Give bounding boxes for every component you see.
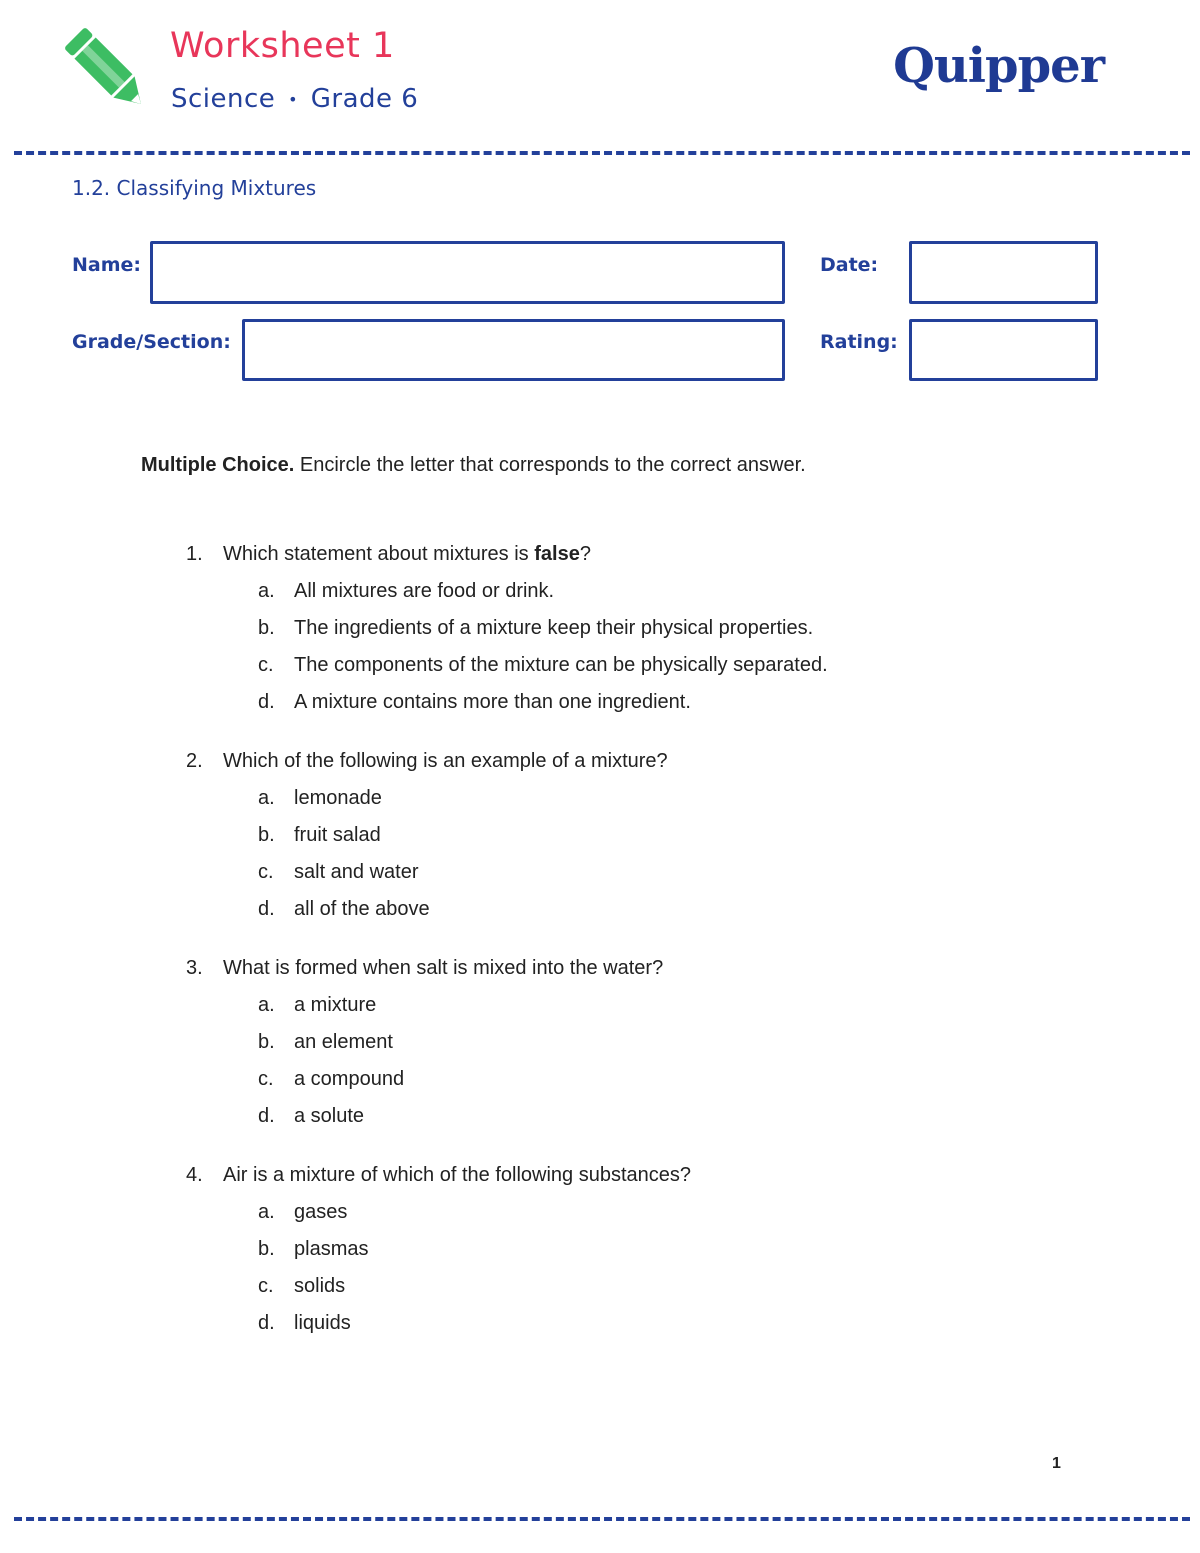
question-1 [0, 536, 1200, 721]
choice-3b[interactable] [0, 1024, 1200, 1061]
choice-letter[interactable]: d. [258, 1312, 275, 1334]
bottom-divider [14, 1517, 1190, 1521]
choice-4d[interactable] [0, 1305, 1200, 1342]
subtitle-separator: • [288, 90, 298, 109]
choice-letter[interactable]: d. [258, 1105, 275, 1127]
choice-letter[interactable]: d. [258, 691, 275, 713]
question-number: 1. [186, 543, 203, 565]
instructions-text: Encircle the letter that corresponds to the correct answer. [294, 454, 806, 476]
choice-letter[interactable]: b. [258, 617, 275, 639]
question-number: 4. [186, 1164, 203, 1186]
choice-1c[interactable] [0, 647, 1200, 684]
choice-text: fruit salad [294, 824, 381, 846]
choice-letter[interactable]: d. [258, 898, 275, 920]
choice-text: liquids [294, 1312, 351, 1334]
page-number: 1 [1052, 1455, 1061, 1472]
choice-text: A mixture contains more than one ingredient. [294, 691, 691, 713]
choice-3c[interactable] [0, 1061, 1200, 1098]
brand-logo: Quipper [893, 38, 1104, 94]
question-2 [0, 743, 1200, 928]
worksheet-title: Worksheet 1 [170, 26, 395, 66]
choice-text: All mixtures are food or drink. [294, 580, 555, 602]
choice-letter[interactable]: b. [258, 1238, 275, 1260]
choice-text: an element [294, 1031, 393, 1053]
subject-label: Science [171, 84, 276, 114]
date-label: Date: [820, 254, 879, 276]
rating-label: Rating: [820, 331, 898, 353]
choice-4c[interactable] [0, 1268, 1200, 1305]
choice-letter[interactable]: a. [258, 787, 275, 809]
choice-letter[interactable]: a. [258, 994, 275, 1016]
choice-letter[interactable]: c. [258, 861, 274, 883]
top-divider [14, 151, 1190, 155]
choice-2c[interactable] [0, 854, 1200, 891]
choice-1b[interactable] [0, 610, 1200, 647]
instructions-heading: Multiple Choice. [141, 454, 295, 476]
question-text: Air is a mixture of which of the following substances? [223, 1164, 691, 1186]
choice-2a[interactable] [0, 780, 1200, 817]
choice-text: salt and water [294, 861, 419, 883]
question-text: Which statement about mixtures is false? [223, 543, 591, 565]
choice-letter[interactable]: a. [258, 580, 275, 602]
question-number: 2. [186, 750, 203, 772]
choice-letter[interactable]: b. [258, 1031, 275, 1053]
choice-text: all of the above [294, 898, 430, 920]
choice-1d[interactable] [0, 684, 1200, 721]
choice-text: lemonade [294, 787, 382, 809]
choice-letter[interactable]: c. [258, 1068, 274, 1090]
question-number: 3. [186, 957, 203, 979]
choice-text: a compound [294, 1068, 405, 1090]
choice-1a[interactable] [0, 573, 1200, 610]
date-field[interactable] [909, 241, 1098, 304]
question-emphasis: false [534, 543, 580, 565]
grade-section-field[interactable] [242, 319, 785, 381]
choice-2b[interactable] [0, 817, 1200, 854]
choice-text: gases [294, 1201, 348, 1223]
choice-4b[interactable] [0, 1231, 1200, 1268]
choice-3a[interactable] [0, 987, 1200, 1024]
grade-label: Grade 6 [310, 84, 419, 114]
choice-4a[interactable] [0, 1194, 1200, 1231]
choice-letter[interactable]: c. [258, 1275, 274, 1297]
choice-letter[interactable]: a. [258, 1201, 275, 1223]
grade-section-label: Grade/Section: [72, 331, 231, 353]
instructions [141, 454, 806, 477]
choice-text: The ingredients of a mixture keep their physical properties. [294, 617, 814, 639]
question-3 [0, 950, 1200, 1135]
name-label: Name: [72, 254, 142, 276]
worksheet-header [0, 0, 1200, 140]
choice-3d[interactable] [0, 1098, 1200, 1135]
question-text: What is formed when salt is mixed into the water? [223, 957, 664, 979]
choice-2d[interactable] [0, 891, 1200, 928]
name-field[interactable] [150, 241, 785, 304]
choice-letter[interactable]: b. [258, 824, 275, 846]
pencil-icon [62, 24, 152, 116]
question-text: Which of the following is an example of a mixture? [223, 750, 668, 772]
choice-text: a solute [294, 1105, 365, 1127]
choice-text: plasmas [294, 1238, 369, 1260]
worksheet-subtitle [171, 84, 418, 114]
question-4 [0, 1157, 1200, 1342]
question-list [0, 536, 1200, 1364]
section-title: 1.2. Classifying Mixtures [72, 176, 317, 200]
choice-text: The components of the mixture can be physically separated. [294, 654, 828, 676]
choice-text: solids [294, 1275, 346, 1297]
choice-text: a mixture [294, 994, 377, 1016]
rating-field[interactable] [909, 319, 1098, 381]
choice-letter[interactable]: c. [258, 654, 274, 676]
